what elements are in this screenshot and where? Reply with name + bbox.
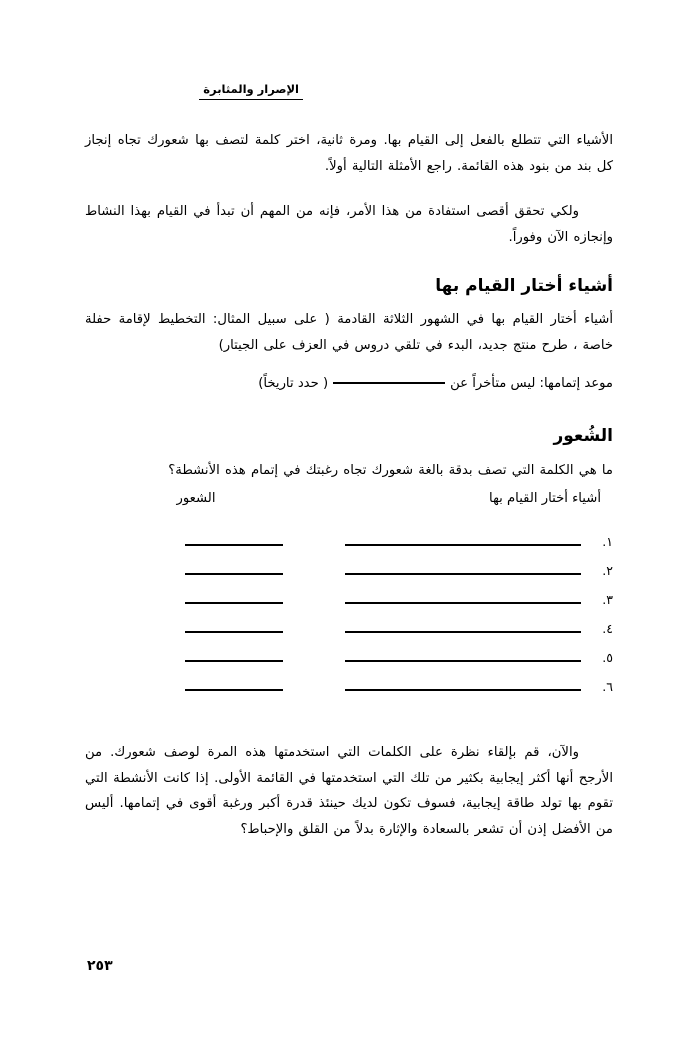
table-row bbox=[85, 551, 613, 580]
spacer bbox=[85, 179, 613, 199]
activity-write-in-line[interactable] bbox=[345, 544, 581, 546]
row-number: ٥. bbox=[602, 650, 613, 665]
table-row bbox=[85, 667, 613, 696]
row-number: ٣. bbox=[602, 592, 613, 607]
spacer bbox=[85, 396, 613, 426]
spacer bbox=[85, 483, 613, 491]
feeling-write-in-line[interactable] bbox=[185, 660, 283, 662]
activity-write-in-line[interactable] bbox=[345, 660, 581, 662]
feelings-question: ما هي الكلمة التي تصف بدقة بالغة شعورك تجاه رغبتك في إتمام هذه الأنشطة؟ bbox=[168, 462, 613, 478]
heading-feelings: الشُعور bbox=[553, 426, 613, 447]
paragraph-continuation: الأشياء التي تتطلع بالفعل إلى القيام بها. ومرة ثانية، اختر كلمة لتصف بها شعورك تجاه إنجاز كل بند من بنود هذه القائمة. راجع الأمثلة التالية أولاً. bbox=[85, 133, 613, 174]
paragraph-maximize-benefit: ولكي تحقق أقصى استفادة من هذا الأمر، فإنه من المهم أن تبدأ في القيام بهذا النشاط وإنجازه الآن وفوراً. bbox=[85, 204, 613, 245]
running-header bbox=[93, 78, 303, 100]
deadline-fill-in-line bbox=[85, 372, 613, 396]
deadline-blank-rule[interactable] bbox=[333, 382, 445, 384]
activity-write-in-line[interactable] bbox=[345, 631, 581, 633]
feeling-write-in-line[interactable] bbox=[185, 573, 283, 575]
worksheet-table bbox=[85, 491, 613, 696]
page-content bbox=[85, 128, 613, 842]
column-header-feelings: الشعور bbox=[176, 491, 216, 506]
deadline-label: موعد إتمامها: ليس متأخراً عن bbox=[450, 376, 613, 392]
row-number: ١. bbox=[602, 534, 613, 549]
spacer bbox=[85, 250, 613, 276]
spacer bbox=[85, 448, 613, 458]
feeling-write-in-line[interactable] bbox=[185, 602, 283, 604]
activities-description: أشياء أختار القيام بها في الشهور الثلاثة القادمة ( على سبيل المثال: التخطيط لإقامة حفلة خاصة ، طرح منتج جديد، البدء في تلقي دروس في العزف على الجيتار) bbox=[85, 312, 613, 353]
activity-write-in-line[interactable] bbox=[345, 689, 581, 691]
heading-activities: أشياء أختار القيام بها bbox=[435, 276, 613, 296]
spacer bbox=[85, 297, 613, 307]
table-row bbox=[85, 580, 613, 609]
closing-paragraph: والآن، قم بإلقاء نظرة على الكلمات التي استخدمتها هذه المرة لوصف شعورك. من الأرجح أنها أكثر إيجابية بكثير من تلك التي استخدمتها في القائمة الأولى. إذا كانت الأنشطة التي تقوم بها تولد طاقة إيجابية، فسوف تكون لديك حينئذ قدرة أكبر ورغبة أقوى في إتمامها. أليس من الأفضل إذن أن تشعر بالسعادة والإثارة بدلاً من القلق والإحباط؟ bbox=[85, 745, 613, 837]
feeling-write-in-line[interactable] bbox=[185, 689, 283, 691]
feeling-write-in-line[interactable] bbox=[185, 631, 283, 633]
row-number: ٤. bbox=[602, 621, 613, 636]
feeling-write-in-line[interactable] bbox=[185, 544, 283, 546]
table-row bbox=[85, 609, 613, 638]
running-header-rule bbox=[199, 99, 303, 100]
column-header-activities: أشياء أختار القيام بها bbox=[489, 491, 601, 506]
activity-write-in-line[interactable] bbox=[345, 602, 581, 604]
running-header-text: الإصرار والمثابرة bbox=[203, 82, 299, 96]
deadline-hint: ( حدد تاريخاً) bbox=[258, 376, 329, 392]
activity-write-in-line[interactable] bbox=[345, 573, 581, 575]
worksheet-column-headers bbox=[85, 491, 613, 506]
table-row bbox=[85, 522, 613, 551]
row-number: ٢. bbox=[602, 563, 613, 578]
spacer bbox=[85, 358, 613, 372]
page-number: ٢٥٣ bbox=[87, 958, 113, 974]
table-row bbox=[85, 638, 613, 667]
spacer bbox=[85, 696, 613, 740]
row-number: ٦. bbox=[602, 679, 613, 694]
